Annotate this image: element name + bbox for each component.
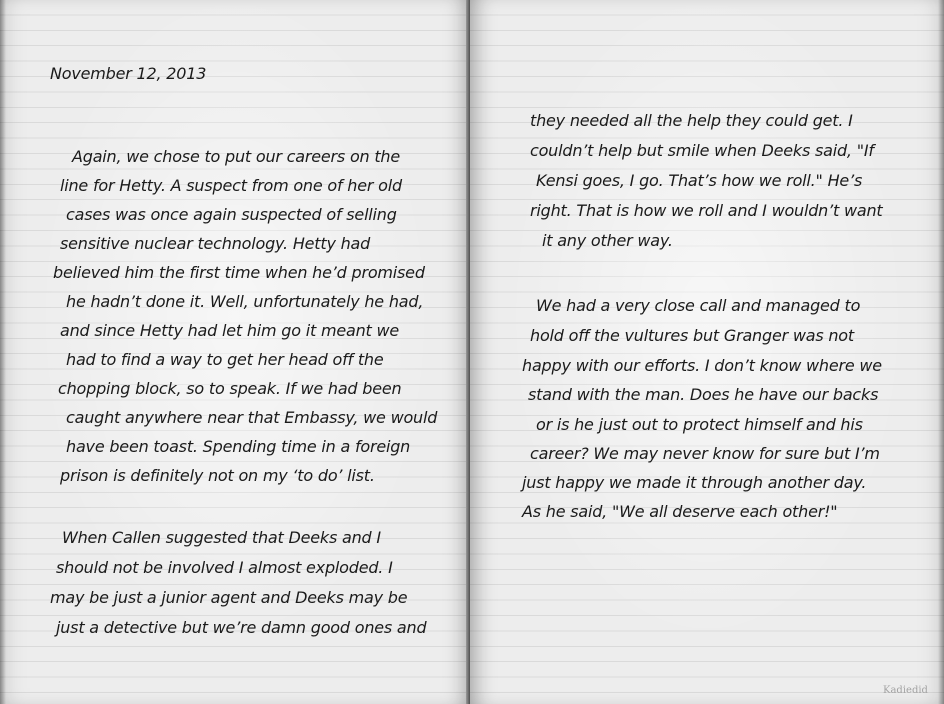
right-page-edge bbox=[938, 0, 944, 704]
text-line: sensitive nuclear technology. Hetty had bbox=[60, 234, 371, 253]
text-line: they needed all the help they could get. I bbox=[530, 111, 853, 130]
text-line: cases was once again suspected of selling bbox=[66, 205, 397, 224]
text-line: happy with our efforts. I don’t know where we bbox=[522, 356, 882, 375]
text-line: When Callen suggested that Deeks and I bbox=[62, 528, 381, 547]
text-line: hold off the vultures but Granger was not bbox=[530, 326, 854, 345]
text-line: he hadn’t done it. Well, unfortunately he had, bbox=[66, 292, 424, 311]
text-line: had to find a way to get her head off the bbox=[66, 350, 384, 369]
text-line: prison is definitely not on my ‘to do’ list. bbox=[60, 466, 375, 485]
text-line: have been toast. Spending time in a foreign bbox=[66, 437, 411, 456]
text-line: caught anywhere near that Embassy, we would bbox=[66, 408, 438, 427]
text-line: believed him the first time when he’d promised bbox=[53, 263, 425, 282]
text-line: stand with the man. Does he have our backs bbox=[528, 385, 879, 404]
text-line: right. That is how we roll and I wouldn’t want bbox=[530, 201, 883, 220]
text-line: Again, we chose to put our careers on the bbox=[72, 147, 401, 166]
text-line: line for Hetty. A suspect from one of her old bbox=[60, 176, 402, 195]
text-line: may be just a junior agent and Deeks may be bbox=[50, 588, 408, 607]
right-page bbox=[470, 0, 944, 704]
text-line: or is he just out to protect himself and his bbox=[536, 415, 863, 434]
text-line: couldn’t help but smile when Deeks said, "If bbox=[530, 141, 874, 160]
text-line: Kensi goes, I go. That’s how we roll." He’s bbox=[536, 171, 863, 190]
text-line: it any other way. bbox=[542, 231, 673, 250]
text-line: should not be involved I almost exploded. I bbox=[56, 558, 393, 577]
entry-date: November 12, 2013 bbox=[50, 64, 207, 83]
left-page bbox=[0, 0, 470, 704]
text-line: As he said, "We all deserve each other!" bbox=[522, 502, 838, 521]
text-line: career? We may never know for sure but I’m bbox=[530, 444, 880, 463]
text-line: just a detective but we’re damn good ones and bbox=[56, 618, 427, 637]
artist-credit: Kadiedid bbox=[883, 685, 928, 696]
text-line: just happy we made it through another day. bbox=[522, 473, 867, 492]
text-line: We had a very close call and managed to bbox=[536, 296, 861, 315]
text-line: and since Hetty had let him go it meant we bbox=[60, 321, 400, 340]
text-line: chopping block, so to speak. If we had been bbox=[58, 379, 402, 398]
left-page-edge bbox=[0, 0, 6, 704]
